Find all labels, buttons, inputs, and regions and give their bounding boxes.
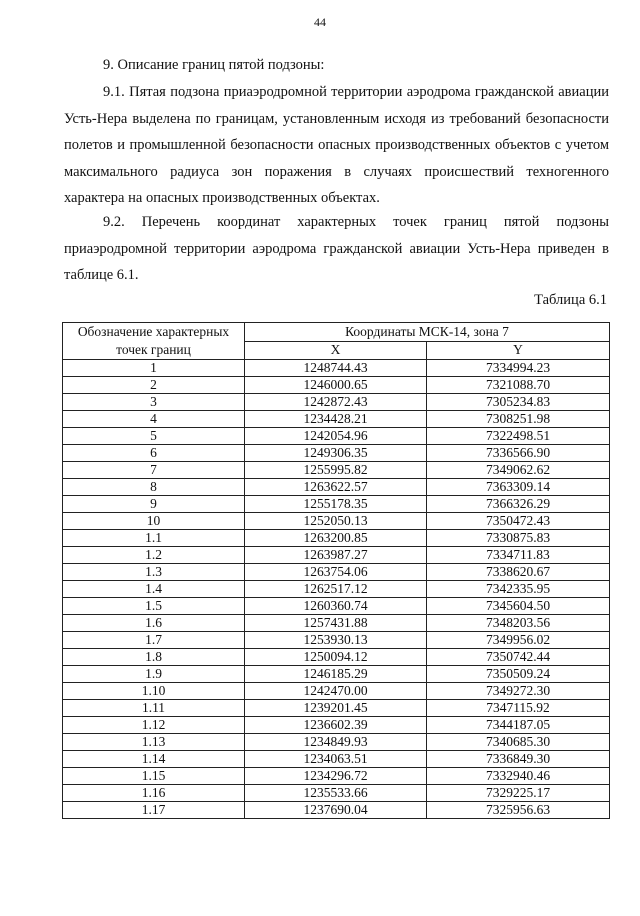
table-row: [63, 785, 610, 802]
table-row: [63, 411, 610, 428]
y-coordinate-cell: 7329225.17: [427, 785, 610, 802]
point-cell: 1.9: [63, 666, 245, 683]
point-cell: 6: [63, 445, 245, 462]
x-coordinate-cell: 1242054.96: [245, 428, 427, 445]
point-cell: 1.1: [63, 530, 245, 547]
y-coordinate-cell: 7347115.92: [427, 700, 610, 717]
point-cell: 1.8: [63, 649, 245, 666]
table-row: [63, 496, 610, 513]
table-row: [63, 700, 610, 717]
point-cell: 4: [63, 411, 245, 428]
point-cell: 1.7: [63, 632, 245, 649]
point-cell: 1.10: [63, 683, 245, 700]
y-coordinate-cell: 7350742.44: [427, 649, 610, 666]
table-row: [63, 666, 610, 683]
table-row: [63, 479, 610, 496]
y-coordinate-cell: 7350472.43: [427, 513, 610, 530]
x-coordinate-cell: 1246185.29: [245, 666, 427, 683]
point-cell: 8: [63, 479, 245, 496]
y-coordinate-cell: 7308251.98: [427, 411, 610, 428]
x-coordinate-cell: 1255995.82: [245, 462, 427, 479]
table-header-row: [63, 323, 610, 342]
x-coordinate-cell: 1234296.72: [245, 768, 427, 785]
y-coordinate-cell: 7336849.30: [427, 751, 610, 768]
x-coordinate-cell: 1242470.00: [245, 683, 427, 700]
table-row: [63, 462, 610, 479]
x-coordinate-cell: 1250094.12: [245, 649, 427, 666]
point-cell: 1.5: [63, 598, 245, 615]
point-cell: 1.4: [63, 581, 245, 598]
table-row: [63, 530, 610, 547]
table-row: [63, 513, 610, 530]
y-coordinate-cell: 7348203.56: [427, 615, 610, 632]
header-x: X: [245, 341, 427, 360]
point-cell: 1.17: [63, 802, 245, 819]
table-row: [63, 360, 610, 377]
table-row: [63, 751, 610, 768]
table-row: [63, 377, 610, 394]
table-row: [63, 394, 610, 411]
y-coordinate-cell: 7334994.23: [427, 360, 610, 377]
x-coordinate-cell: 1246000.65: [245, 377, 427, 394]
point-cell: 1.14: [63, 751, 245, 768]
y-coordinate-cell: 7349272.30: [427, 683, 610, 700]
y-coordinate-cell: 7325956.63: [427, 802, 610, 819]
point-cell: 9: [63, 496, 245, 513]
y-coordinate-cell: 7345604.50: [427, 598, 610, 615]
y-coordinate-cell: 7344187.05: [427, 717, 610, 734]
point-cell: 5: [63, 428, 245, 445]
x-coordinate-cell: 1242872.43: [245, 394, 427, 411]
table-row: [63, 632, 610, 649]
table-row: [63, 445, 610, 462]
y-coordinate-cell: 7332940.46: [427, 768, 610, 785]
x-coordinate-cell: 1234849.93: [245, 734, 427, 751]
x-coordinate-cell: 1262517.12: [245, 581, 427, 598]
x-coordinate-cell: 1239201.45: [245, 700, 427, 717]
point-cell: 1.2: [63, 547, 245, 564]
x-coordinate-cell: 1237690.04: [245, 802, 427, 819]
y-coordinate-cell: 7321088.70: [427, 377, 610, 394]
point-cell: 1.13: [63, 734, 245, 751]
y-coordinate-cell: 7363309.14: [427, 479, 610, 496]
point-cell: 1.12: [63, 717, 245, 734]
y-coordinate-cell: 7338620.67: [427, 564, 610, 581]
page-number: 44: [314, 15, 326, 29]
section-heading: 9. Описание границ пятой подзоны:: [103, 57, 325, 73]
x-coordinate-cell: 1263754.06: [245, 564, 427, 581]
table-body: [63, 360, 610, 819]
point-cell: 1.6: [63, 615, 245, 632]
point-cell: 3: [63, 394, 245, 411]
table-row: [63, 564, 610, 581]
y-coordinate-cell: 7305234.83: [427, 394, 610, 411]
header-point-label: Обозначение характерных точек границ: [63, 323, 245, 360]
x-coordinate-cell: 1235533.66: [245, 785, 427, 802]
y-coordinate-cell: 7336566.90: [427, 445, 610, 462]
table-row: [63, 428, 610, 445]
table-row: [63, 598, 610, 615]
y-coordinate-cell: 7350509.24: [427, 666, 610, 683]
x-coordinate-cell: 1248744.43: [245, 360, 427, 377]
y-coordinate-cell: 7349062.62: [427, 462, 610, 479]
table-row: [63, 615, 610, 632]
x-coordinate-cell: 1253930.13: [245, 632, 427, 649]
point-cell: 1.11: [63, 700, 245, 717]
table-row: [63, 683, 610, 700]
x-coordinate-cell: 1249306.35: [245, 445, 427, 462]
coordinates-table: [62, 322, 610, 819]
point-cell: 1.15: [63, 768, 245, 785]
header-coordinates-label: Координаты МСК-14, зона 7: [245, 323, 610, 342]
x-coordinate-cell: 1263987.27: [245, 547, 427, 564]
table-row: [63, 717, 610, 734]
x-coordinate-cell: 1252050.13: [245, 513, 427, 530]
x-coordinate-cell: 1236602.39: [245, 717, 427, 734]
table-row: [63, 734, 610, 751]
x-coordinate-cell: 1260360.74: [245, 598, 427, 615]
x-coordinate-cell: 1234428.21: [245, 411, 427, 428]
x-coordinate-cell: 1234063.51: [245, 751, 427, 768]
point-cell: 1.3: [63, 564, 245, 581]
point-cell: 7: [63, 462, 245, 479]
table-row: [63, 547, 610, 564]
table-row: [63, 649, 610, 666]
point-cell: 10: [63, 513, 245, 530]
table-row: [63, 768, 610, 785]
y-coordinate-cell: 7322498.51: [427, 428, 610, 445]
paragraph-9-1: 9.1. Пятая подзона приаэродромной территории аэродрома гражданской авиации Усть-Нера выделена по границам, установленным исходя из требований безопасности полетов и промышленной безопасности опасных производственных объектов с учетом максимального радиуса зон поражения в случаях происшествий техногенного характера на опасных производственных объектах.: [64, 84, 609, 206]
y-coordinate-cell: 7330875.83: [427, 530, 610, 547]
point-cell: 1: [63, 360, 245, 377]
table-row: [63, 802, 610, 819]
y-coordinate-cell: 7340685.30: [427, 734, 610, 751]
x-coordinate-cell: 1255178.35: [245, 496, 427, 513]
point-cell: 2: [63, 377, 245, 394]
x-coordinate-cell: 1263200.85: [245, 530, 427, 547]
y-coordinate-cell: 7349956.02: [427, 632, 610, 649]
x-coordinate-cell: 1263622.57: [245, 479, 427, 496]
header-y: Y: [427, 341, 610, 360]
table-caption: Таблица 6.1: [534, 292, 607, 308]
point-cell: 1.16: [63, 785, 245, 802]
y-coordinate-cell: 7334711.83: [427, 547, 610, 564]
y-coordinate-cell: 7366326.29: [427, 496, 610, 513]
y-coordinate-cell: 7342335.95: [427, 581, 610, 598]
x-coordinate-cell: 1257431.88: [245, 615, 427, 632]
table-row: [63, 581, 610, 598]
paragraph-9-2: 9.2. Перечень координат характерных точек границ пятой подзоны приаэродромной территории аэродрома гражданской авиации Усть-Нера приведен в таблице 6.1.: [64, 214, 609, 283]
